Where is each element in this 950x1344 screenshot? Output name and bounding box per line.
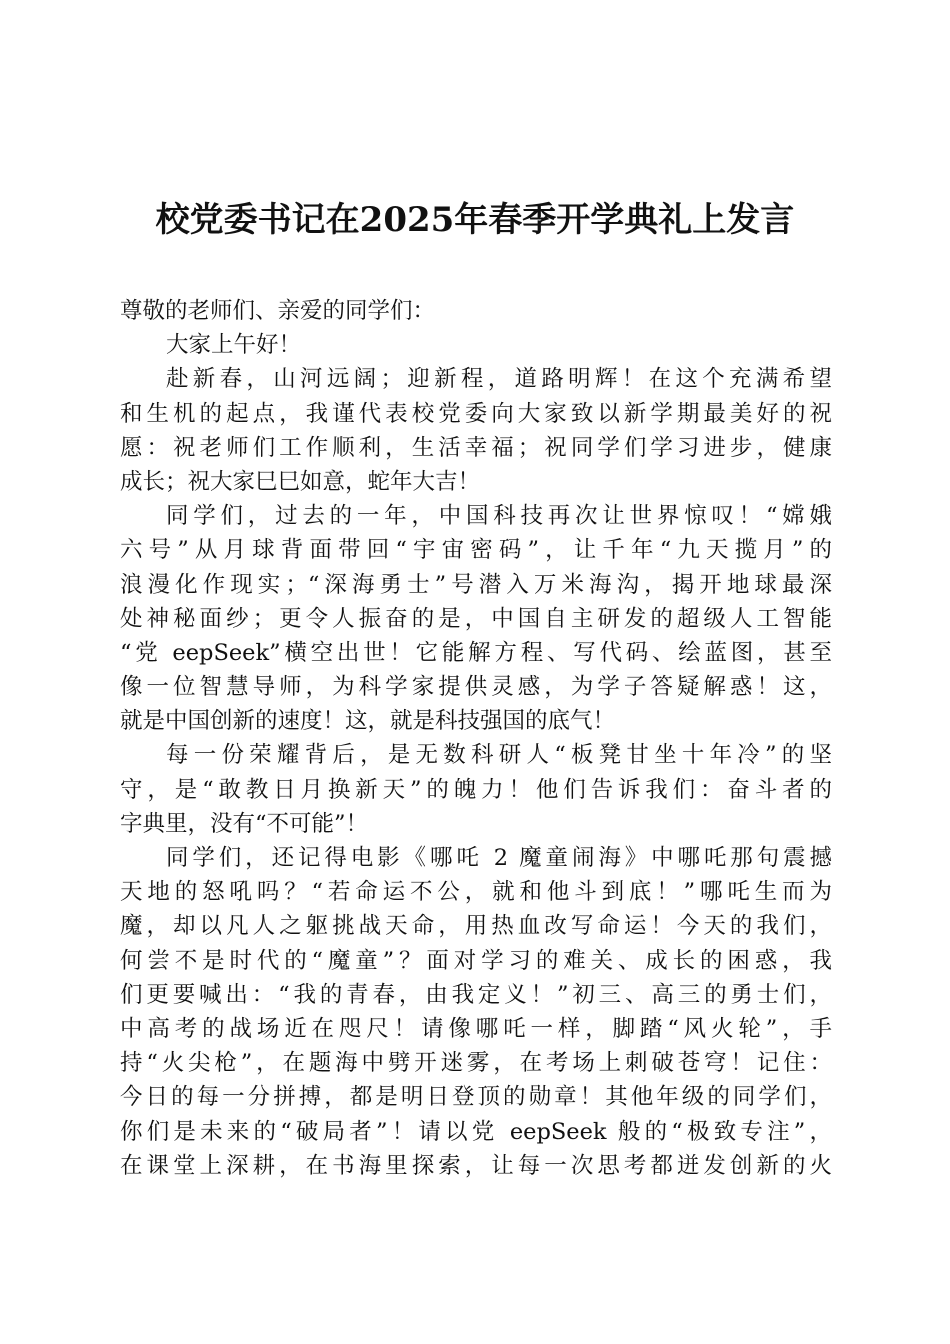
text-line: 持“火尖枪”，在题海中劈开迷雾，在考场上刺破苍穹！记住：	[120, 1050, 832, 1077]
text-line: 同学们，过去的一年，中国科技再次让世界惊叹！“嫦娥	[166, 503, 832, 530]
text-line: 处神秘面纱；更令人振奋的是，中国自主研发的超级人工智能	[120, 605, 832, 632]
text-line: 们更要喊出：“我的青春，由我定义！”初三、高三的勇士们，	[120, 981, 832, 1008]
text-line: 魔，却以凡人之躯挑战天命，用热血改写命运！今天的我们，	[120, 913, 832, 940]
text-line: 和生机的起点，我谨代表校党委向大家致以新学期最美好的祝	[120, 400, 832, 427]
text-line: 赴新春，山河远阔；迎新程，道路明辉！在这个充满希望	[166, 366, 832, 393]
text-line: 大家上午好！	[166, 332, 302, 359]
document-title: 校党委书记在2025年春季开学典礼上发言	[155, 200, 795, 240]
text-line: 天地的怒吼吗？“若命运不公，就和他斗到底！”哪吒生而为	[120, 879, 832, 906]
text-line: 今日的每一分拼搏，都是明日登顶的勋章！其他年级的同学们，	[120, 1084, 832, 1111]
text-line: 在课堂上深耕，在书海里探索，让每一次思考都迸发创新的火	[120, 1152, 832, 1179]
text-line: 同学们，还记得电影《哪吒 2 魔童闹海》中哪吒那句震撼	[166, 845, 832, 871]
text-line: 守，是“敢教日月换新天”的魄力！他们告诉我们：奋斗者的	[120, 776, 832, 803]
text-line: 尊敬的老师们、亲爱的同学们：	[120, 298, 436, 324]
text-line: 何尝不是时代的“魔童”？面对学习的难关、成长的困惑，我	[120, 947, 832, 974]
text-line: 愿：祝老师们工作顺利，生活幸福；祝同学们学习进步，健康	[120, 434, 832, 461]
text-line: 你们是未来的“破局者”！请以党 eepSeek 般的“极致专注”，	[120, 1118, 832, 1145]
text-line: 中高考的战场近在咫尺！请像哪吒一样，脚踏“风火轮”，手	[120, 1015, 832, 1042]
text-line: 像一位智慧导师，为科学家提供灵感，为学子答疑解惑！这，	[120, 674, 832, 701]
text-line: “党 eepSeek”横空出世！它能解方程、写代码、绘蓝图，甚至	[120, 639, 832, 666]
text-line: 每一份荣耀背后，是无数科研人“板凳甘坐十年冷”的坚	[166, 742, 832, 769]
text-line: 就是中国创新的速度！这，就是科技强国的底气！	[120, 708, 616, 735]
text-line: 六号”从月球背面带回“宇宙密码”，让千年“九天揽月”的	[120, 537, 832, 564]
document-body	[120, 294, 832, 1183]
text-line: 浪漫化作现实；“深海勇士”号潜入万米海沟，揭开地球最深	[120, 571, 832, 598]
text-line: 成长；祝大家巳巳如意，蛇年大吉！	[120, 468, 481, 495]
text-line: 字典里，没有“不可能”！	[120, 810, 369, 837]
